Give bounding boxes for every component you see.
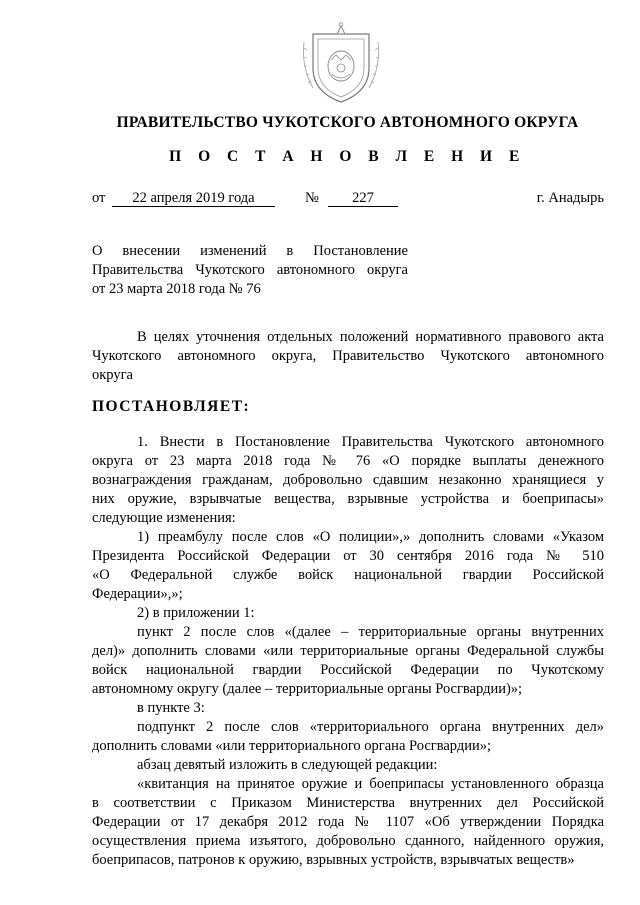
resolution-body bbox=[92, 433, 604, 870]
resolve-heading: ПОСТАНОВЛЯЕТ: bbox=[92, 398, 251, 415]
subject-line: Правительства Чукотского автономного округа bbox=[92, 262, 408, 278]
text-line: автономному округу (далее – территориальные органы Росгвардии)»; bbox=[92, 681, 523, 697]
subject-line: О внесении изменений в Постановление bbox=[92, 243, 408, 259]
text-line: округа bbox=[92, 367, 133, 383]
text-line: пункт 2 после слов «(далее – территориальные органы внутренних bbox=[137, 624, 604, 640]
document-date: 22 апреля 2019 года bbox=[112, 190, 275, 207]
text-line: дополнить словами «или территориального органа Росгвардии»; bbox=[92, 738, 492, 754]
text-line: Президента Российской Федерации от 30 сентября 2016 года № 510 bbox=[92, 548, 604, 564]
preamble-paragraph bbox=[92, 328, 604, 385]
text-line: 2) в приложении 1: bbox=[137, 605, 255, 621]
text-line: округа от 23 марта 2018 года № 76 «О порядке выплаты денежного bbox=[92, 453, 604, 469]
text-line: «О Федеральной службе войск национальной гвардии Российской bbox=[92, 567, 604, 583]
text-line: дел)» дополнить словами «или территориальные органы Федеральной службы bbox=[92, 643, 604, 659]
date-prefix-label: от bbox=[92, 190, 106, 206]
document-city: г. Анадырь bbox=[536, 190, 604, 206]
text-line: осуществления приема изъятого, добровольно сданного, найденного оружия, bbox=[92, 833, 604, 849]
document-kind-heading: П О С Т А Н О В Л Е Н И Е bbox=[169, 148, 526, 165]
coat-of-arms-emblem bbox=[299, 22, 383, 104]
organization-title: ПРАВИТЕЛЬСТВО ЧУКОТСКОГО АВТОНОМНОГО ОКРУГА bbox=[116, 114, 579, 131]
text-line: абзац девятый изложить в следующей редакции: bbox=[137, 757, 438, 773]
text-line: Федерации от 17 декабря 2012 года № 1107 «Об утверждении Порядка bbox=[92, 814, 604, 830]
text-line: подпункт 2 после слов «территориального органа внутренних дел» bbox=[137, 719, 604, 735]
number-sign-label: № bbox=[305, 190, 319, 206]
text-line: Федерации»,»; bbox=[92, 586, 183, 602]
text-line: вознаграждения гражданам, добровольно сдавшим незаконно хранящиеся у bbox=[92, 472, 604, 488]
text-line: в соответствии с Приказом Министерства внутренних дел Российской bbox=[92, 795, 604, 811]
document-meta-row bbox=[92, 190, 604, 210]
text-line: следующие изменения: bbox=[92, 510, 236, 526]
text-line: 1. Внести в Постановление Правительства Чукотского автономного bbox=[137, 434, 604, 450]
text-line: «квитанция на принятое оружие и боеприпасы установленного образца bbox=[137, 776, 604, 792]
text-line: в пункте 3: bbox=[137, 700, 205, 716]
text-line: 1) преамбулу после слов «О полиции»,» дополнить словами «Указом bbox=[137, 529, 604, 545]
text-line: В целях уточнения отдельных положений нормативного правового акта bbox=[137, 329, 604, 345]
subject-line: от 23 марта 2018 года № 76 bbox=[92, 281, 261, 297]
document-number: 227 bbox=[328, 190, 398, 207]
document-subject bbox=[92, 242, 408, 299]
text-line: войск национальной гвардии Российской Федерации по Чукотскому bbox=[92, 662, 604, 678]
text-line: них оружие, взрывчатые вещества, взрывные устройства и боеприпасы» bbox=[92, 491, 604, 507]
text-line: Чукотского автономного округа, Правительство Чукотского автономного bbox=[92, 348, 604, 364]
text-line: боеприпасов, патронов к оружию, взрывных устройств, взрывчатых веществ» bbox=[92, 852, 575, 868]
